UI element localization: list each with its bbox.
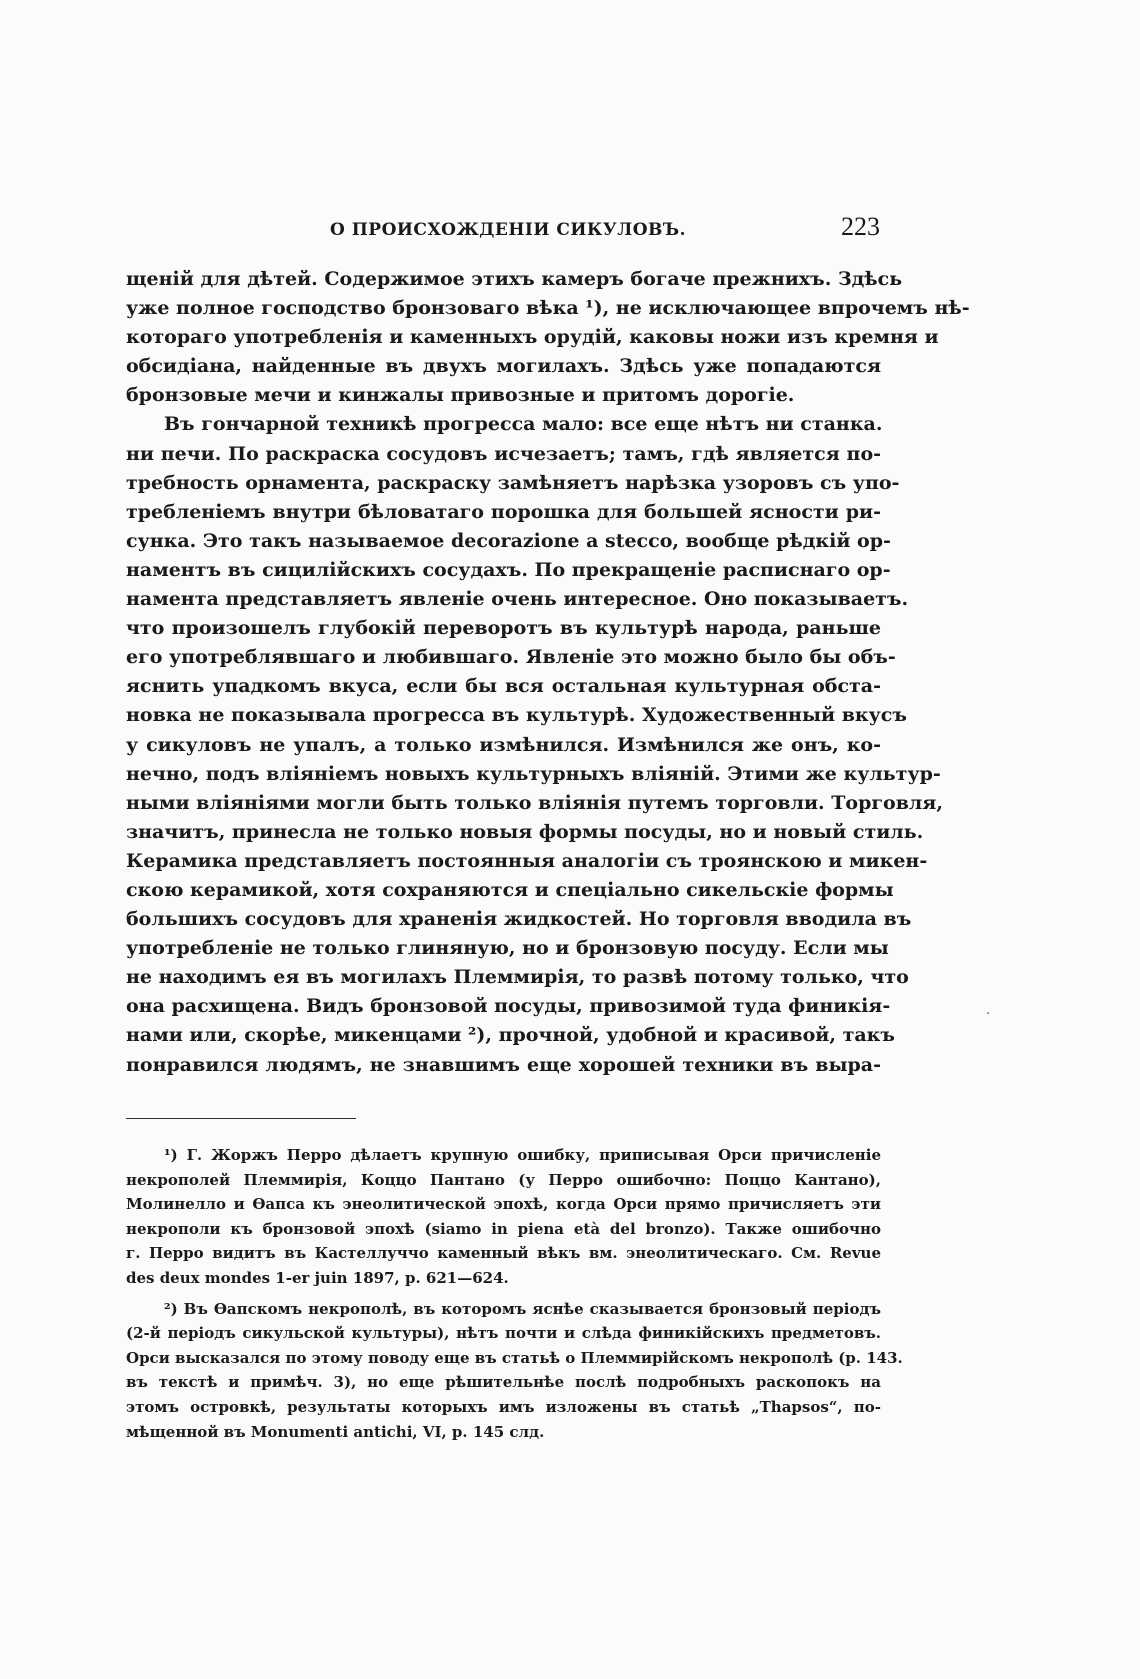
text-line: ни печи. По раскраска сосудовъ исчезаетъ; тамъ, гдѣ является по- (126, 442, 881, 465)
text-line: яснить упадкомъ вкуса, если бы вся остальная культурная обста- (126, 675, 881, 698)
running-title: О ПРОИСХОЖДЕНІИ СИКУЛОВЪ. (330, 220, 687, 240)
text-line: не находимъ ея въ могилахъ Племмирія, то развѣ потому только, что (126, 966, 909, 989)
text-line: скою керамикой, хотя сохраняются и спеціально сикельскіе формы (126, 878, 894, 901)
footnote-line: Молинелло и Өапса къ энеолитической эпохѣ, когда Орси прямо причисляетъ эти (126, 1195, 881, 1214)
text-line: требность орнамента, раскраску замѣняетъ нарѣзка узоровъ съ упо- (126, 471, 900, 494)
text-line: у сикуловъ не упалъ, а только измѣнился. Измѣнился же онъ, ко- (126, 733, 881, 756)
footnote-line: (2-й періодъ сикульской культуры), нѣтъ почти и слѣда финикійскихъ предметовъ. (126, 1324, 881, 1343)
text-line: нечно, подъ вліяніемъ новыхъ культурныхъ вліяній. Этими же культур- (126, 762, 941, 785)
text-line: значитъ, принесла не только новыя формы посуды, но и новый стиль. (126, 820, 924, 843)
footnote-line: мѣщенной въ Monumenti antichi, VI, p. 145 слд. (126, 1422, 545, 1441)
footnote-line: некрополи къ бронзовой эпохѣ (siamo in piena età del bronzo). Также ошибочно (126, 1219, 881, 1238)
footnote-line: этомъ островкѣ, результаты которыхъ имъ изложены въ статьѣ „Thapsos“, по- (126, 1397, 881, 1416)
margin-speck: · (986, 1006, 991, 1022)
text-line: уже полное господство бронзоваго вѣка ¹), не исключающее впрочемъ нѣ- (126, 297, 970, 320)
text-line: нами или, скорѣе, микенцами ²), прочной, удобной и красивой, такъ (126, 1024, 895, 1047)
page-header (130, 210, 880, 250)
text-line: щеній для дѣтей. Содержимое этихъ камеръ богаче прежнихъ. Здѣсь (126, 268, 903, 290)
footnote-line: Орси высказался по этому поводу еще въ статьѣ о Племмирійскомъ некрополѣ (p. 143. (126, 1348, 903, 1367)
text-line: Въ гончарной техникѣ прогресса мало: все еще нѣтъ ни станка. (164, 413, 883, 436)
footnote-line: г. Перро видитъ въ Кастеллуччо каменный вѣкъ вм. энеолитическаго. См. Revue (126, 1244, 881, 1263)
text-line: Керамика представляетъ постоянныя аналогіи съ троянскою и микен- (126, 849, 928, 872)
text-line: котораго употребленія и каменныхъ орудій, каковы ножи изъ кремня и (126, 326, 939, 349)
text-line: употребленіе не только глиняную, но и бронзовую посуду. Если мы (126, 937, 889, 960)
text-line: понравился людямъ, не знавшимъ еще хорошей техники въ выра- (126, 1053, 881, 1076)
text-line: что произошелъ глубокій переворотъ въ культурѣ народа, раньше (126, 617, 881, 640)
footnote-line: ²) Въ Өапскомъ некрополѣ, въ которомъ яснѣе сказывается бронзовый періодъ (164, 1299, 881, 1318)
text-line: бронзовые мечи и кинжалы привозные и притомъ дорогіе. (126, 384, 795, 407)
text-line: намента представляетъ явленіе очень интересное. Оно показываетъ. (126, 588, 909, 611)
text-line: обсидіана, найденные въ двухъ могилахъ. Здѣсь уже попадаются (126, 355, 881, 378)
text-line: она расхищена. Видъ бронзовой посуды, привозимой туда финикія- (126, 995, 891, 1018)
text-line: сунка. Это такъ называемое decorazione a stecco, вообще рѣдкій ор- (126, 529, 891, 552)
text-line: новка не показывала прогресса въ культурѣ. Художественный вкусъ (126, 704, 907, 727)
footnotes (126, 1143, 903, 1444)
footnote-divider (126, 1118, 356, 1119)
main-text (126, 265, 970, 1080)
page-number: 223 (841, 212, 880, 241)
footnote-line: des deux mondes 1-er juin 1897, p. 621—624. (126, 1268, 509, 1287)
footnote-line: некрополей Племмирія, Коццо Пантано (у Перро ошибочно: Поццо Кантано), (126, 1170, 881, 1189)
text-line: наментъ въ сицилійскихъ сосудахъ. По прекращеніе расписнаго ор- (126, 558, 891, 581)
text-line: большихъ сосудовъ для храненія жидкостей. Но торговля вводила въ (126, 908, 912, 931)
text-line: ными вліяніями могли быть только вліянія путемъ торговли. Торговля, (126, 791, 943, 814)
footnote-line: въ текстѣ и примѣч. 3), но еще рѣшительнѣе послѣ подробныхъ раскопокъ на (126, 1373, 881, 1392)
text-line: его употреблявшаго и любившаго. Явленіе это можно было бы объ- (126, 646, 896, 669)
text-line: требленіемъ внутри бѣловатаго порошка для большей ясности ри- (126, 500, 881, 523)
footnote-line: ¹) Г. Жоржъ Перро дѣлаетъ крупную ошибку, приписывая Орси причисленіе (164, 1146, 881, 1164)
